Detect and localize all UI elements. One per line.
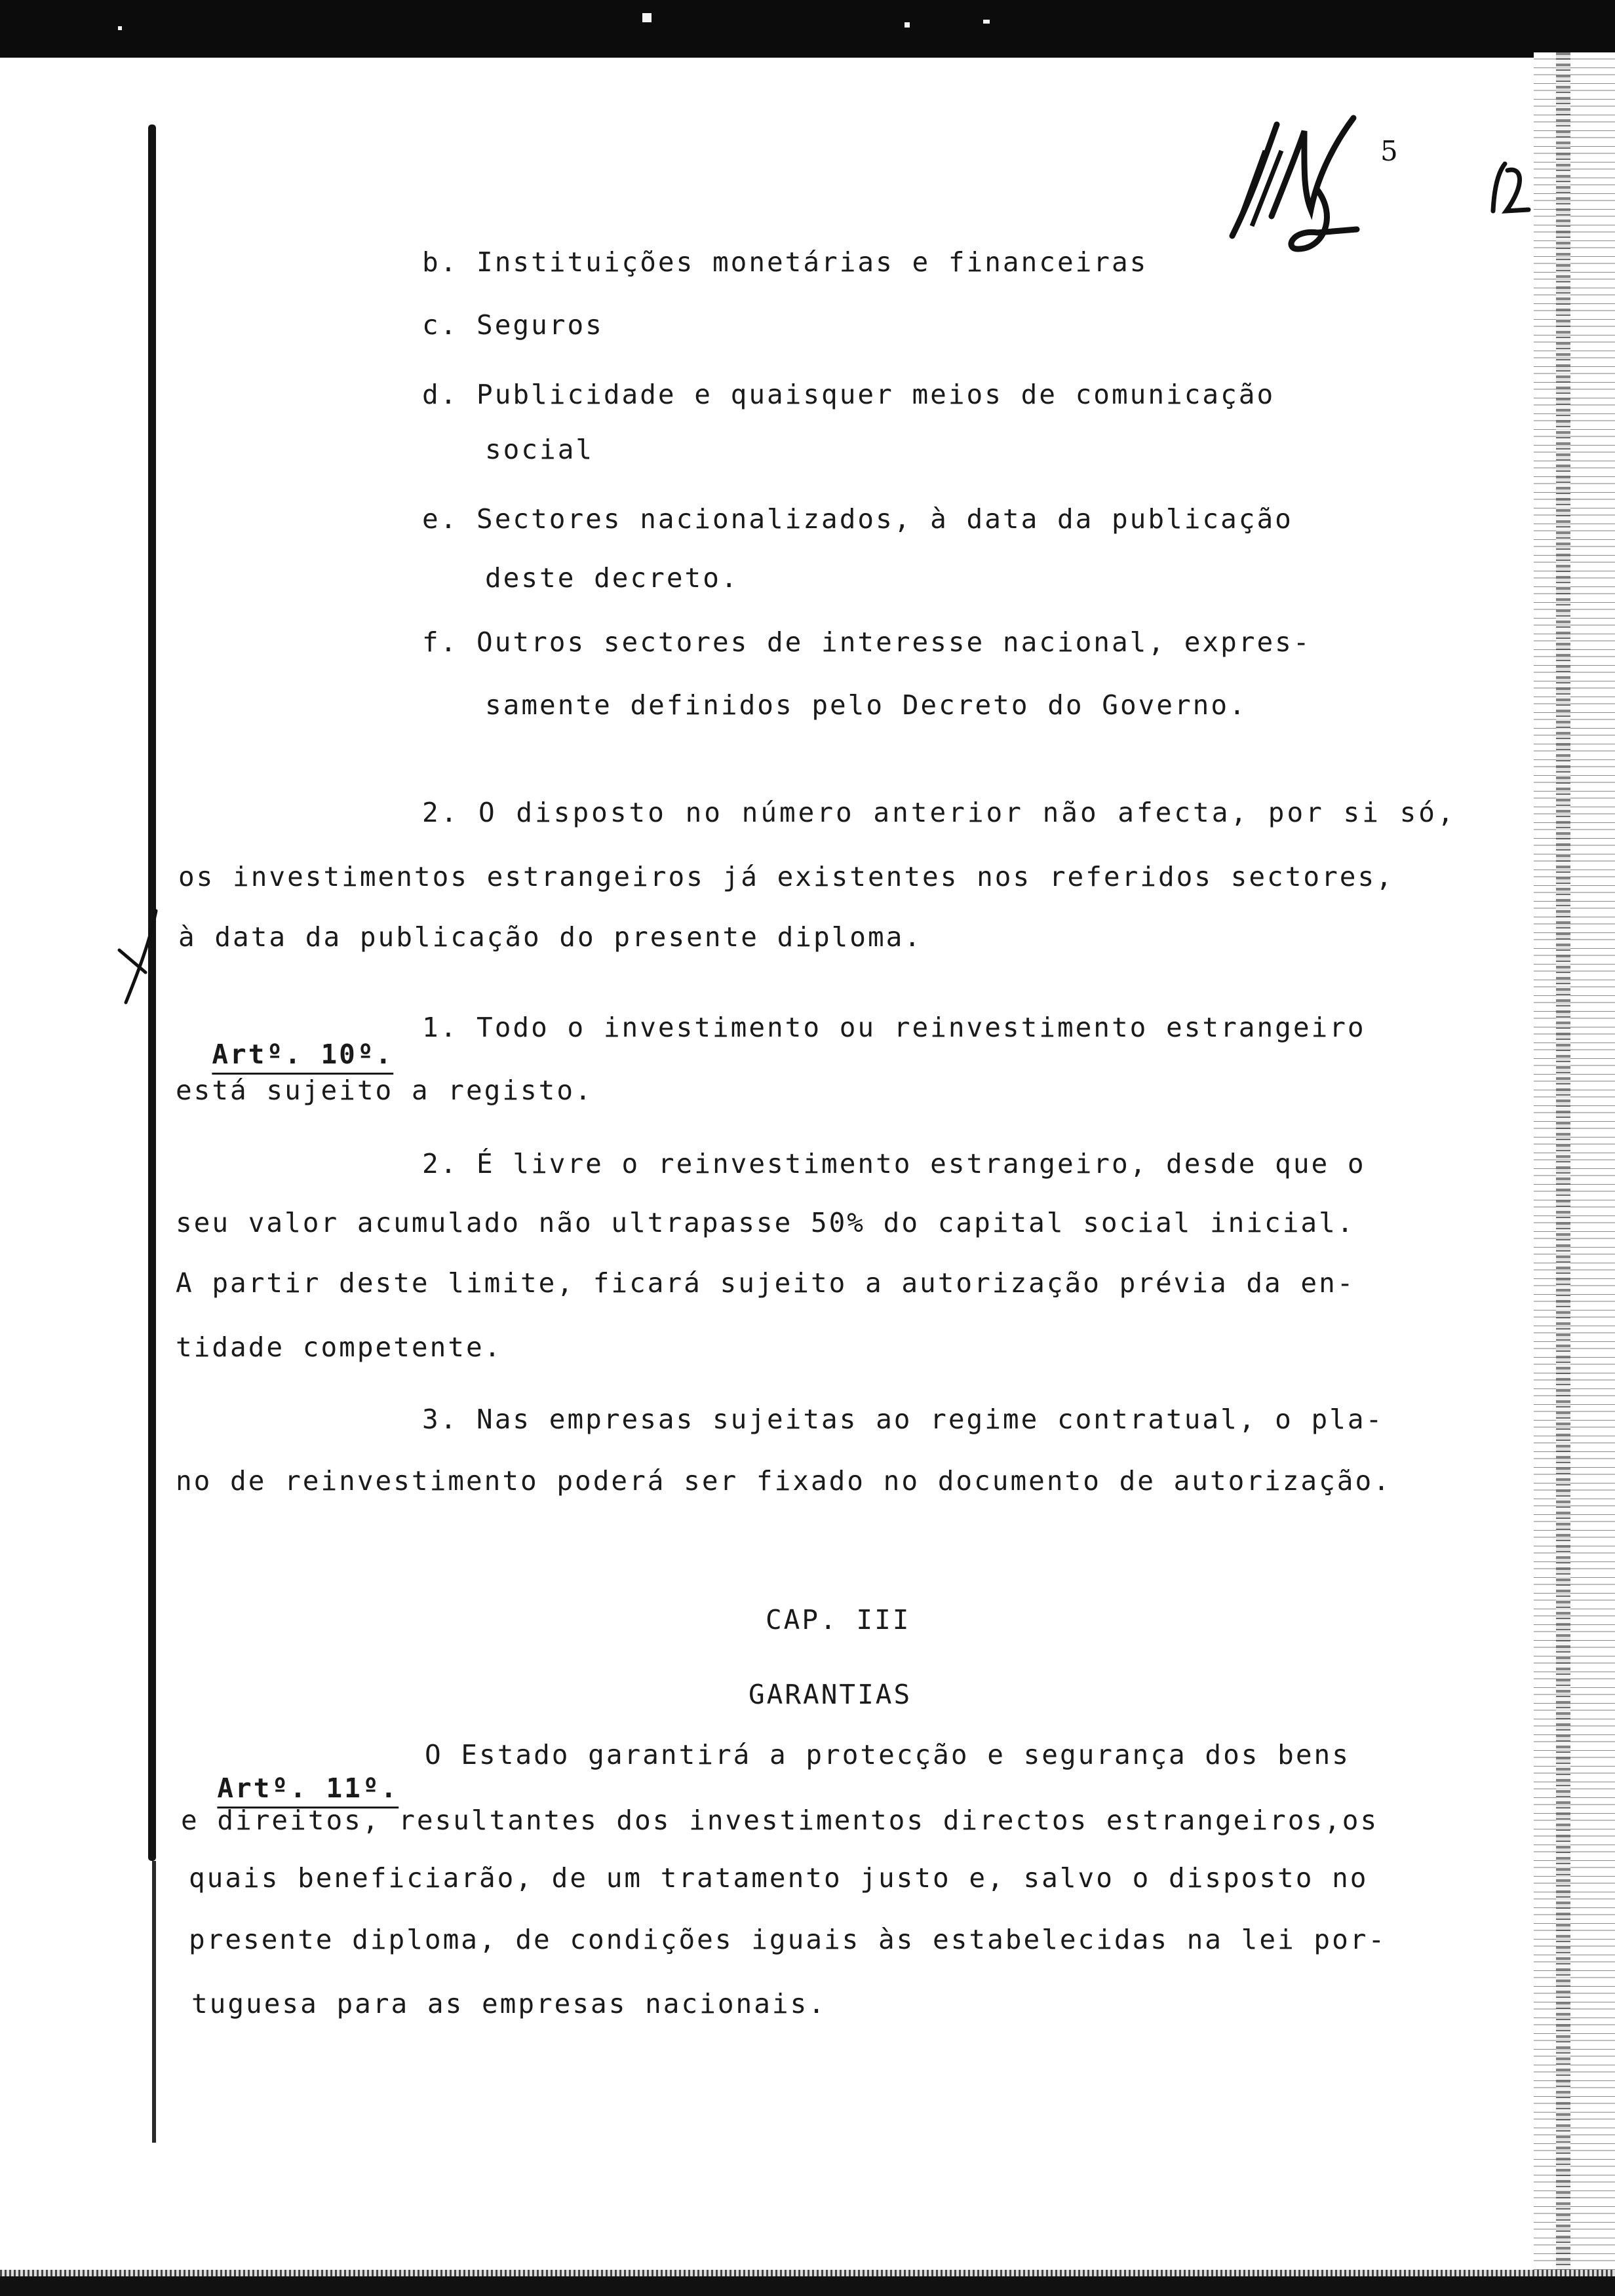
- art-10-line-5: A partir deste limite, ficará sujeito a autorização prévia da en-: [176, 1267, 1355, 1299]
- list-item-b: b. Instituições monetárias e financeiras: [422, 246, 1148, 278]
- art-11-line-4: presente diploma, de condições iguais às estabelecidas na lei por-: [189, 1924, 1387, 1955]
- margin-rule-lower: [152, 1861, 156, 2143]
- list-item-c: c. Seguros: [422, 309, 604, 341]
- art-10-line-8: no de reinvestimento poderá ser fixado no documento de autorização.: [176, 1465, 1391, 1497]
- list-item-e-cont: deste decreto.: [485, 562, 739, 594]
- chapter-title: GARANTIAS: [749, 1679, 912, 1710]
- art-11-line-1: O Estado garantirá a protecção e segurança dos bens: [425, 1739, 1350, 1770]
- list-item-d: d. Publicidade e quaisquer meios de comunicação: [422, 379, 1275, 410]
- list-item-f-cont: samente definidos pelo Decreto do Governo.: [485, 689, 1247, 721]
- handwritten-mark: [1488, 157, 1534, 216]
- art-10-line-2: está sujeito a registo.: [176, 1075, 593, 1106]
- art-11-line-5: tuguesa para as empresas nacionais.: [191, 1988, 827, 2019]
- list-item-d-cont: social: [485, 434, 594, 465]
- art-11-label: Artº. 11º.: [217, 1772, 399, 1804]
- art-10-line-1: 1. Todo o investimento ou reinvestimento estrangeiro: [422, 1012, 1366, 1043]
- margin-cross-mark: [117, 904, 169, 1009]
- paragraph-2-line-3: à data da publicação do presente diploma.: [178, 921, 923, 953]
- art-11-line-3: quais beneficiarão, de um tratamento justo e, salvo o disposto no: [189, 1862, 1369, 1894]
- art-11-line-2: e direitos, resultantes dos investimentos directos estrangeiros,os: [181, 1805, 1379, 1836]
- page-number: 5: [1380, 135, 1398, 167]
- scan-right-edge: [1534, 52, 1615, 2270]
- scan-top-border: [0, 0, 1615, 58]
- paragraph-2-line-2: os investimentos estrangeiros já existentes nos referidos sectores,: [178, 861, 1394, 892]
- art-10-line-4: seu valor acumulado não ultrapasse 50% do capital social inicial.: [176, 1207, 1355, 1238]
- art-10-label: Artº. 10º.: [212, 1039, 394, 1070]
- chapter-number: CAP. III: [766, 1604, 911, 1636]
- art-10-line-3: 2. É livre o reinvestimento estrangeiro, desde que o: [422, 1148, 1366, 1179]
- scan-bottom-border: [0, 2270, 1615, 2296]
- handwritten-initials: [1226, 111, 1376, 262]
- list-item-e: e. Sectores nacionalizados, à data da publicação: [422, 503, 1293, 535]
- paragraph-2-line-1: 2. O disposto no número anterior não afecta, por si só,: [422, 797, 1456, 828]
- list-item-f: f. Outros sectores de interesse nacional, expres-: [422, 626, 1312, 658]
- art-10-line-7: 3. Nas empresas sujeitas ao regime contratual, o pla-: [422, 1404, 1384, 1435]
- art-10-line-6: tidade competente.: [176, 1331, 503, 1363]
